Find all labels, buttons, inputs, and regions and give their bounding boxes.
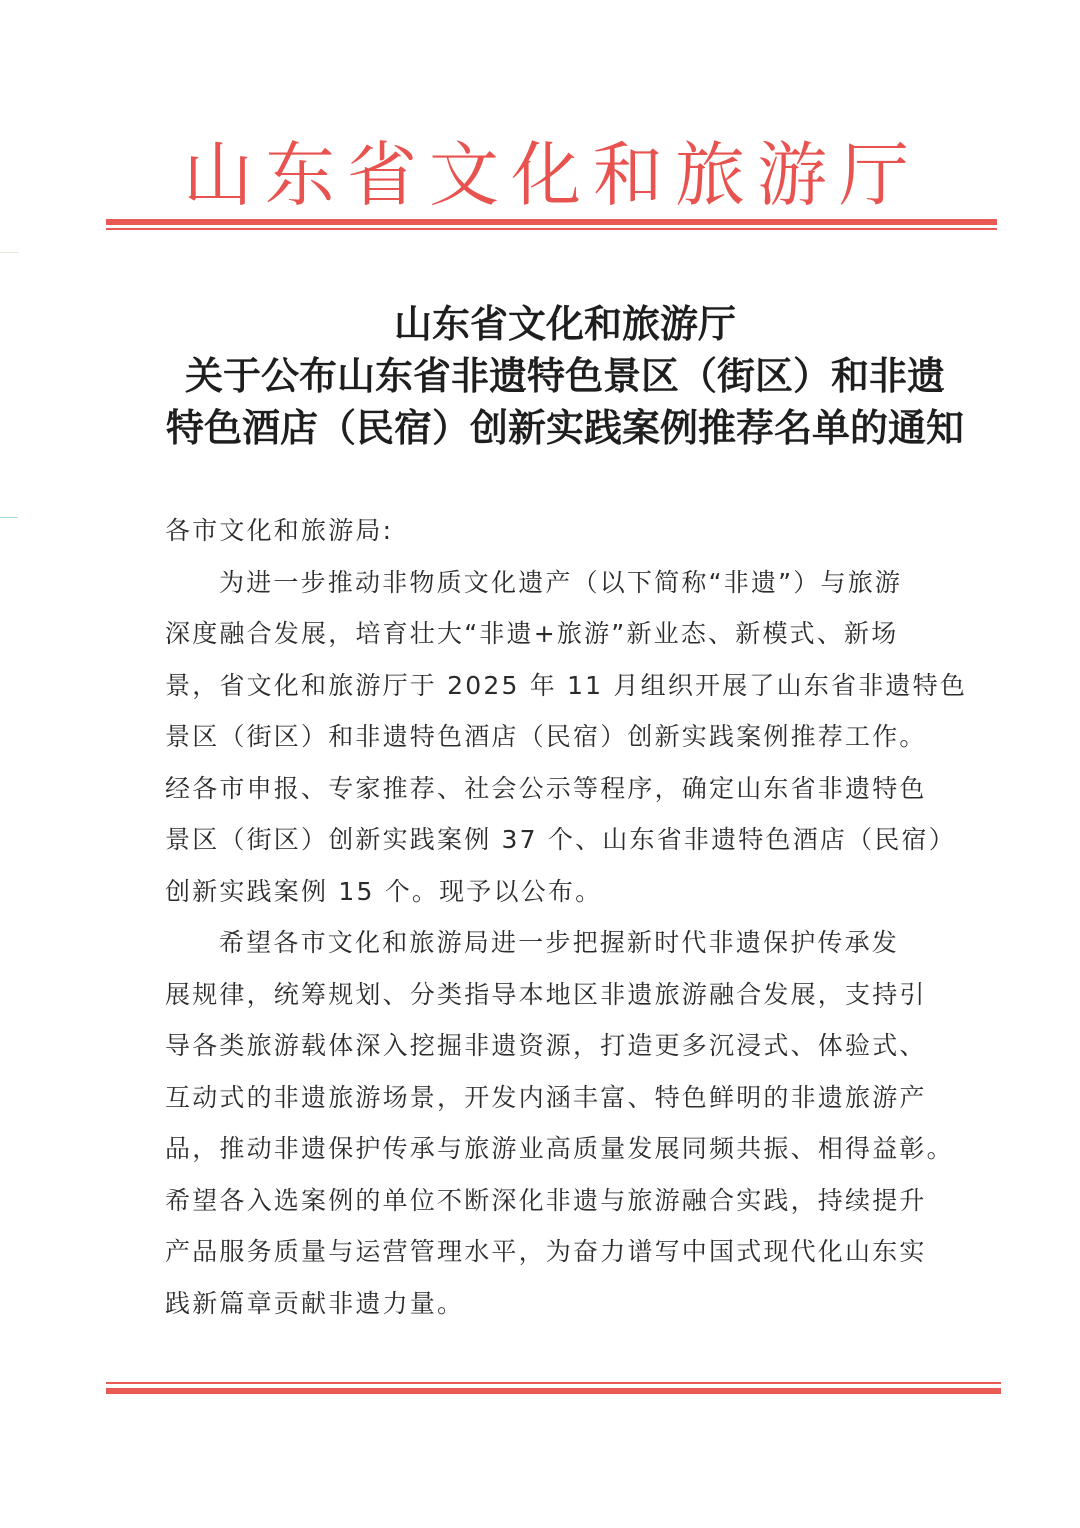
paragraph-line: 产品服务质量与运营管理水平，为奋力谱写中国式现代化山东实	[165, 1237, 927, 1266]
paragraph-line: 景区（街区）创新实践案例 37 个、山东省非遗特色酒店（民宿）	[165, 825, 956, 854]
paragraph-line: 导各类旅游载体深入挖掘非遗资源，打造更多沉浸式、体验式、	[165, 1031, 927, 1060]
paragraph-expectations	[165, 917, 960, 1329]
footer-divider-thin	[106, 1382, 1001, 1384]
paragraph-line: 互动式的非遗旅游场景，开发内涵丰富、特色鲜明的非遗旅游产	[165, 1082, 927, 1112]
paragraph-line: 品，推动非遗保护传承与旅游业高质量发展同频共振、相得益彰。	[165, 1134, 954, 1163]
title-line-subject-1: 关于公布山东省非遗特色景区（街区）和非遗	[184, 353, 945, 398]
document-title	[150, 298, 980, 454]
paragraph-announcement	[165, 557, 968, 918]
title-line-subject-2: 特色酒店（民宿）创新实践案例推荐名单的通知	[165, 405, 964, 450]
document-body	[165, 505, 968, 1329]
paragraph-line: 景，省文化和旅游厅于 2025 年 11 月组织开展了山东省非遗特色	[165, 670, 968, 700]
scan-margin-mark	[0, 517, 18, 518]
paragraph-line: 为进一步推动非物质文化遗产（以下简称“非遗”）与旅游	[219, 567, 903, 597]
paragraph-line: 景区（街区）和非遗特色酒店（民宿）创新实践案例推荐工作。	[165, 722, 927, 751]
scan-margin-mark	[0, 252, 18, 253]
footer-divider-thick	[106, 1388, 1001, 1394]
letterhead-divider-thick	[106, 219, 997, 225]
letterhead-divider-thin	[106, 228, 997, 230]
paragraph-line: 创新实践案例 15 个。现予以公布。	[165, 876, 603, 906]
paragraph-line: 展规律，统筹规划、分类指导本地区非遗旅游融合发展，支持引	[165, 979, 927, 1009]
paragraph-line: 希望各入选案例的单位不断深化非遗与旅游融合实践，持续提升	[165, 1185, 927, 1215]
title-line-issuer: 山东省文化和旅游厅	[393, 301, 736, 346]
paragraph-line: 经各市申报、专家推荐、社会公示等程序，确定山东省非遗特色	[165, 773, 927, 803]
paragraph-line: 深度融合发展，培育壮大“非遗+旅游”新业态、新模式、新场	[165, 619, 899, 648]
salutation: 各市文化和旅游局:	[165, 516, 394, 545]
paragraph-line: 践新篇章贡献非遗力量。	[165, 1288, 465, 1318]
paragraph-line: 希望各市文化和旅游局进一步把握新时代非遗保护传承发	[219, 928, 900, 957]
letterhead-org-name: 山东省文化和旅游厅	[183, 134, 921, 216]
